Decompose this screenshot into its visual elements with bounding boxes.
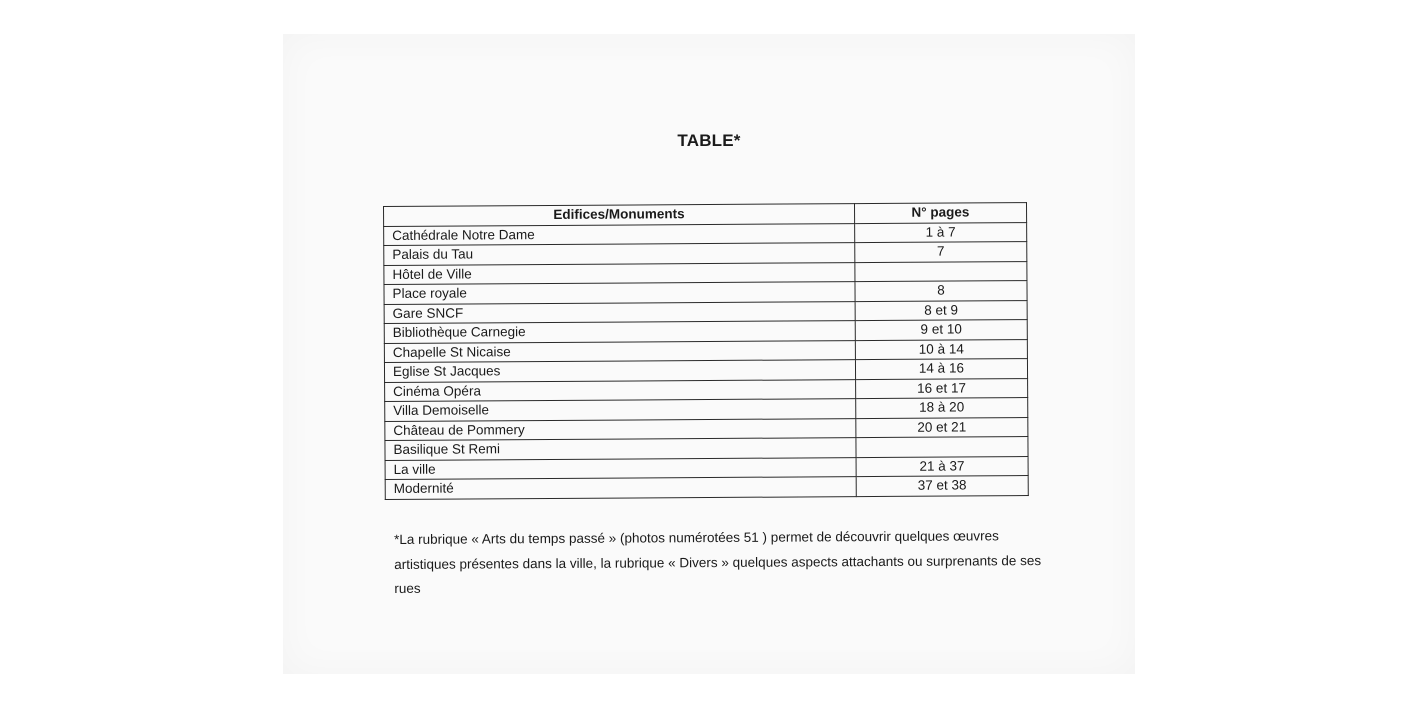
monument-name-cell: Bibliothèque Carnegie (384, 321, 855, 343)
page-range-cell: 1 à 7 (854, 222, 1026, 243)
page-range-cell: 21 à 37 (856, 456, 1028, 477)
monument-name-cell: Place royale (384, 282, 855, 304)
scanned-page (283, 34, 1135, 674)
page-title: TABLE* (677, 131, 741, 150)
table-row (385, 476, 1028, 499)
monument-name-cell: Eglise St Jacques (384, 360, 855, 382)
monument-name-cell: Hôtel de Ville (384, 262, 855, 284)
column-header-pages: N° pages (854, 203, 1026, 224)
page-range-cell: 7 (855, 242, 1027, 263)
page-range-cell: 10 à 14 (855, 339, 1027, 360)
page-range-cell: 8 et 9 (855, 300, 1027, 321)
page-range-cell (856, 437, 1028, 458)
monument-name-cell: Villa Demoiselle (385, 399, 856, 421)
monument-name-cell: Gare SNCF (384, 301, 855, 323)
page-range-cell: 14 à 16 (855, 359, 1027, 380)
page-range-cell: 9 et 10 (855, 320, 1027, 341)
monument-name-cell: Chapelle St Nicaise (384, 340, 855, 362)
column-header-monuments: Edifices/Monuments (384, 204, 855, 226)
monument-name-cell: Cathédrale Notre Dame (384, 223, 855, 245)
monuments-table (383, 202, 1029, 499)
footnote: *La rubrique « Arts du temps passé » (photos numérotées 51 ) permet de découvrir quelques œuvres artistiques présentes dans la ville, la rubrique « Divers » quelques aspects attachants ou surprenants de ses rues (394, 528, 1042, 596)
monument-name-cell: La ville (385, 457, 856, 479)
monument-name-cell: Palais du Tau (384, 243, 855, 265)
page-range-cell: 18 à 20 (856, 398, 1028, 419)
page-range-cell: 37 et 38 (856, 476, 1028, 497)
monument-name-cell: Cinéma Opéra (385, 379, 856, 401)
monument-name-cell: Basilique St Remi (385, 438, 856, 460)
page-range-cell: 8 (855, 281, 1027, 302)
page-range-cell (855, 261, 1027, 282)
page-range-cell: 16 et 17 (855, 378, 1027, 399)
monument-name-cell: Modernité (385, 477, 856, 499)
monument-name-cell: Château de Pommery (385, 418, 856, 440)
table-body (384, 222, 1029, 499)
page-range-cell: 20 et 21 (856, 417, 1028, 438)
